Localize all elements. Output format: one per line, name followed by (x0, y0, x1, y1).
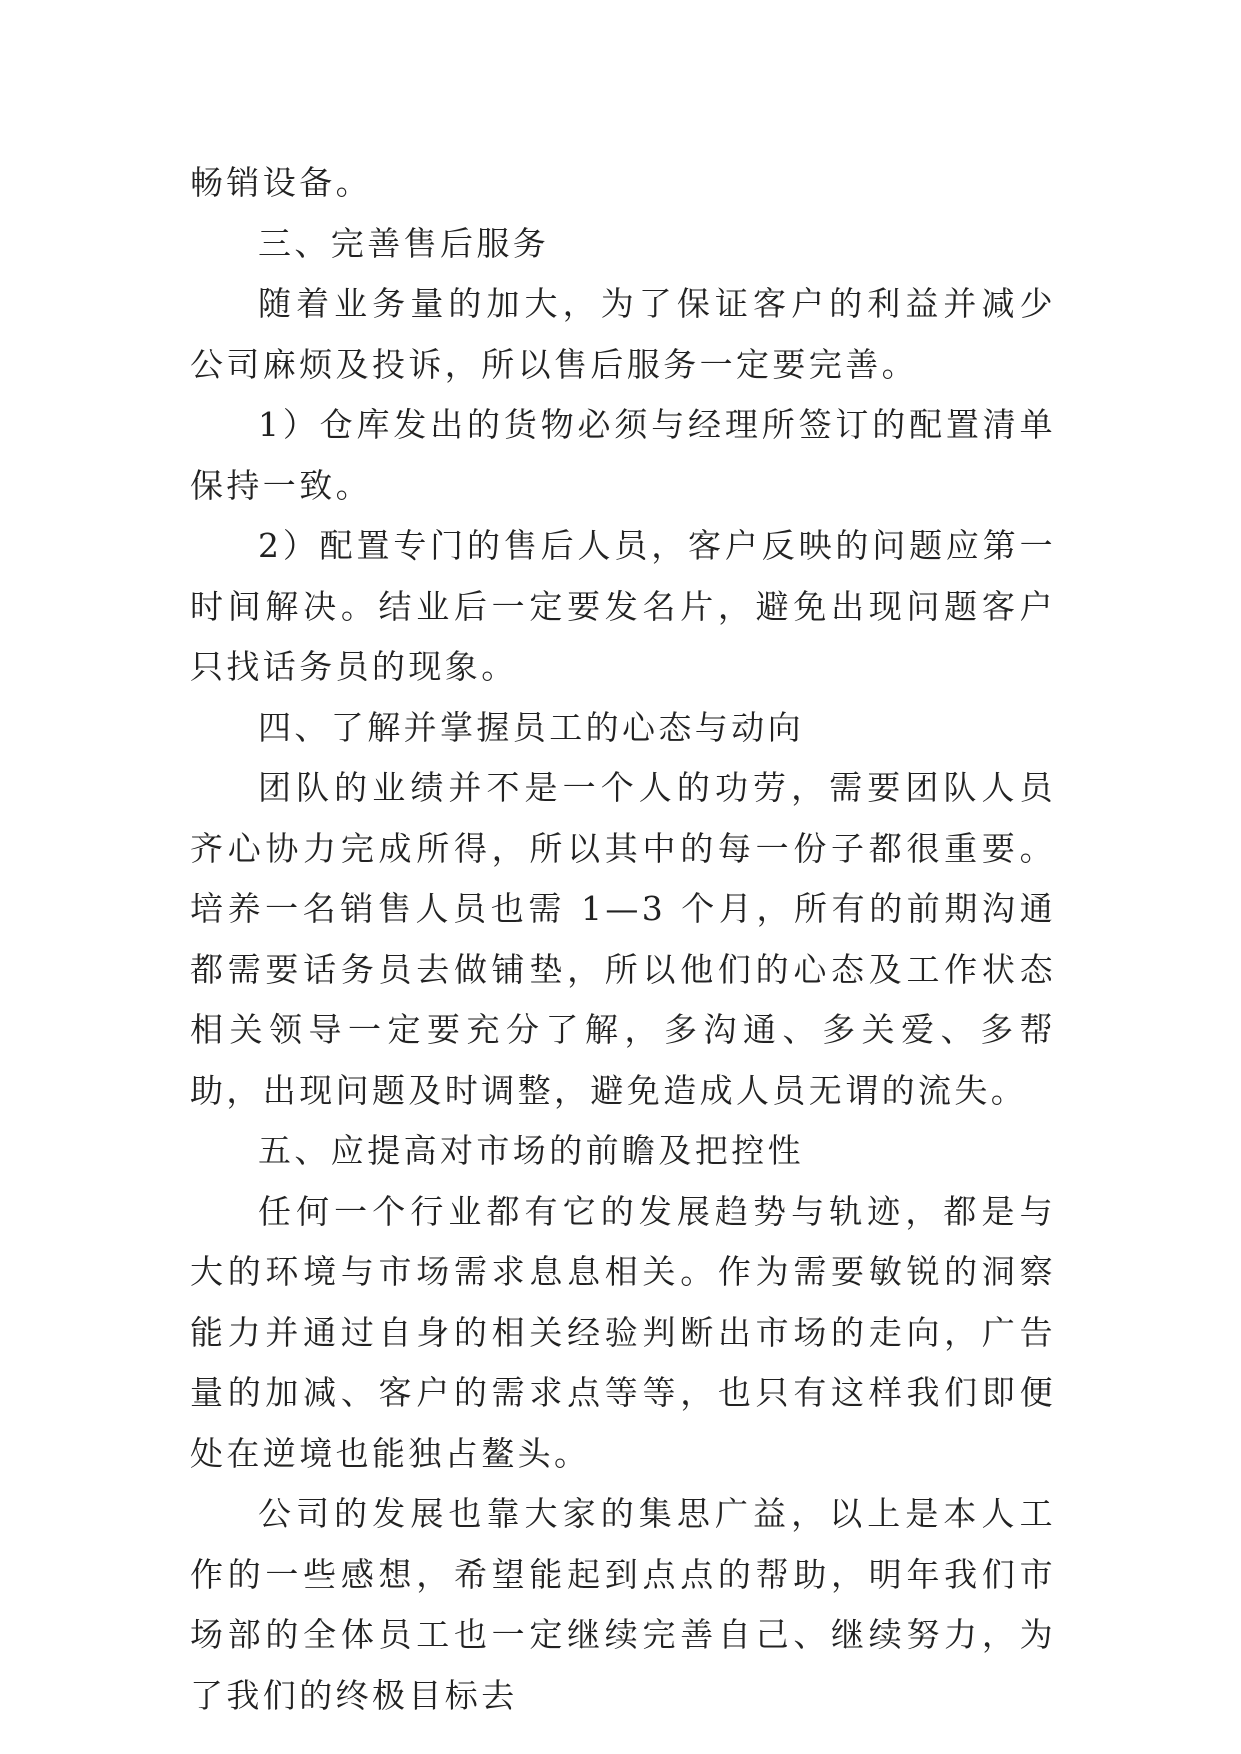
paragraph: 公司的发展也靠大家的集思广益，以上是本人工作的一些感想，希望能起到点点的帮助，明年我们市场部的全体员工也一定继续完善自己、继续努力，为了我们的终极目标去 (190, 1494, 1056, 1715)
section-heading-3: 三、完善售后服务 (258, 223, 550, 263)
document-body (190, 153, 1056, 1726)
section-heading-5: 五、应提高对市场的前瞻及把控性 (258, 1131, 804, 1170)
list-item-2: 2）配置专门的售后人员，客户反映的问题应第一时间解决。结业后一定要发名片，避免出现问题客户只找话务员的现象。 (190, 526, 1056, 686)
section-heading-4: 四、了解并掌握员工的心态与动向 (258, 707, 804, 747)
paragraph: 随着业务量的加大，为了保证客户的利益并减少公司麻烦及投诉，所以售后服务一定要完善。 (190, 284, 1056, 384)
paragraph-continuation: 畅销设备。 (190, 163, 372, 202)
list-item-1: 1）仓库发出的货物必须与经理所签订的配置清单保持一致。 (190, 405, 1056, 505)
paragraph: 任何一个行业都有它的发展趋势与轨迹，都是与大的环境与市场需求息息相关。作为需要敏锐的洞察能力并通过自身的相关经验判断出市场的走向，广告量的加减、客户的需求点等等，也只有这样我们即便处在逆境也能独占鳌头。 (190, 1191, 1056, 1473)
paragraph: 团队的业绩并不是一个人的功劳，需要团队人员齐心协力完成所得，所以其中的每一份子都很重要。培养一名销售人员也需 1—3 个月，所有的前期沟通都需要话务员去做铺垫，所以他们的心态及工作状态相关领导一定要充分了解，多沟通、多关爱、多帮助，出现问题及时调整，避免造成人员无谓的流失。 (190, 768, 1056, 1110)
